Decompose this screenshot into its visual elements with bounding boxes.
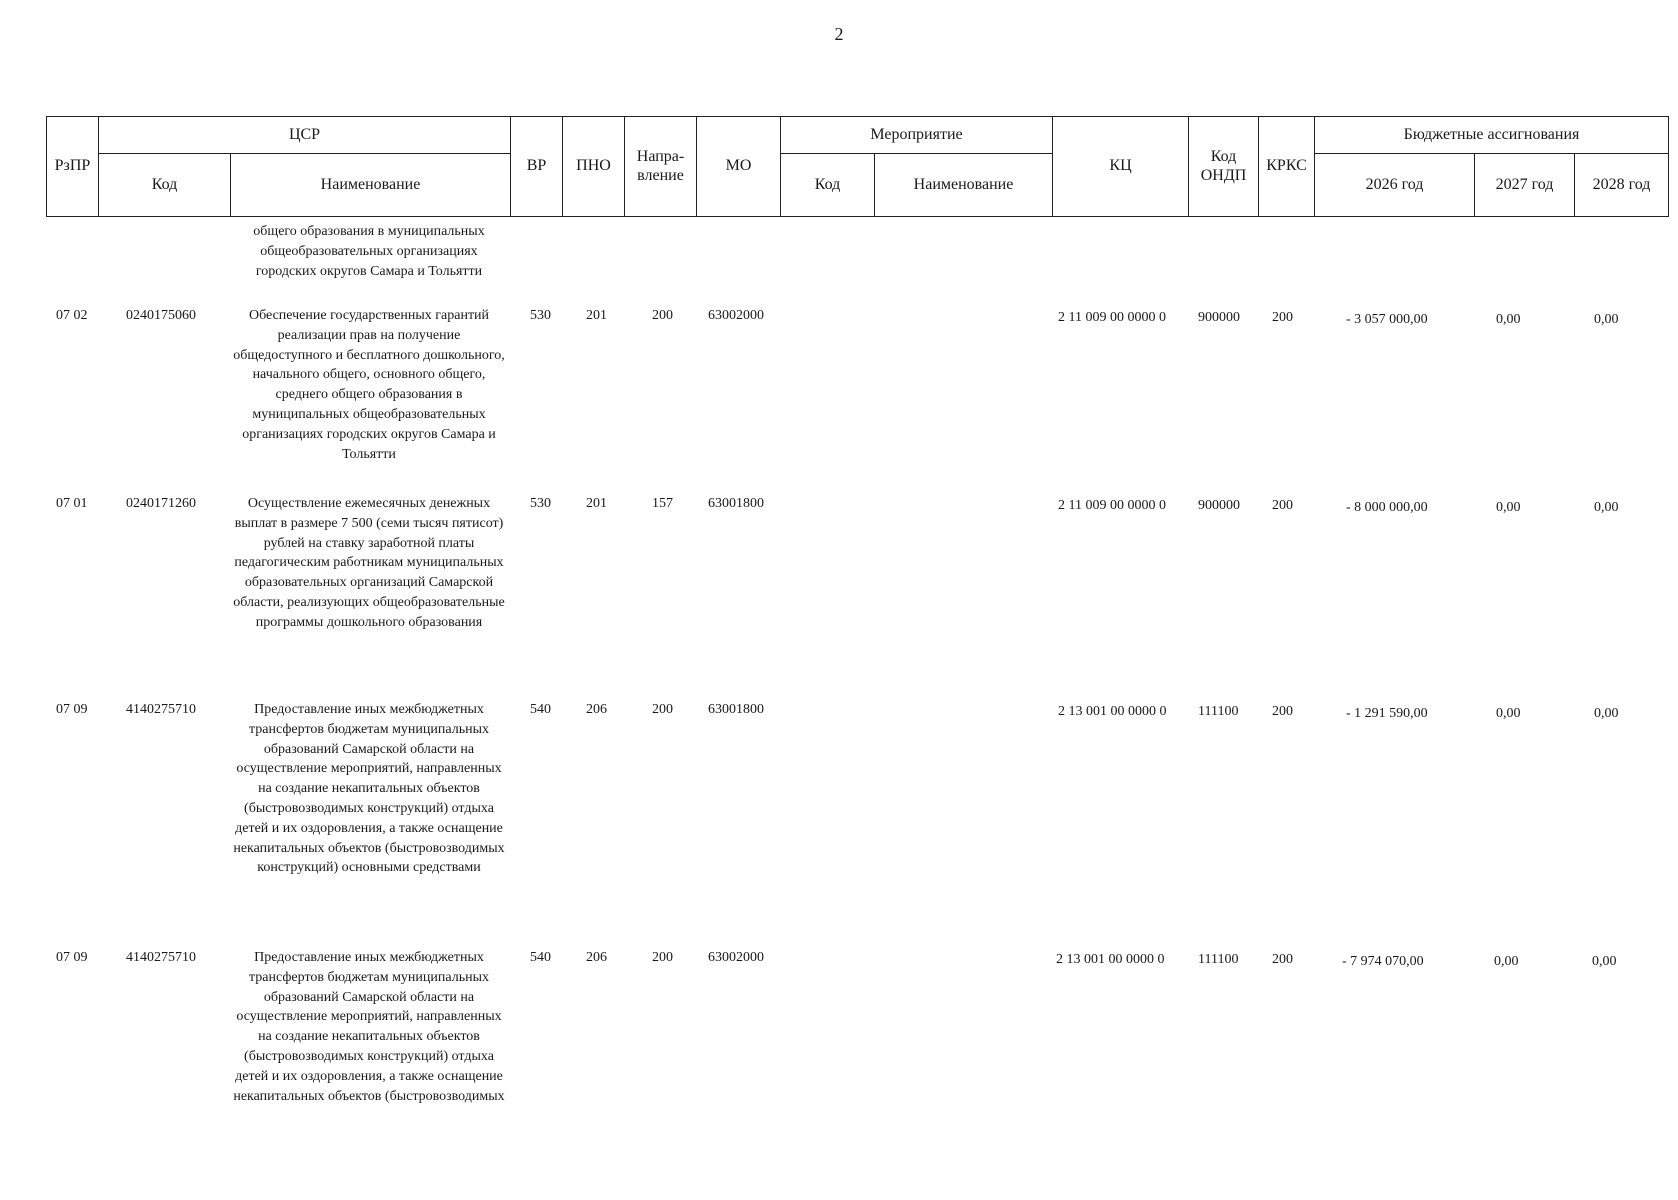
row-ondp: 111100: [1198, 952, 1239, 967]
col-direction: Напра-вление: [625, 117, 697, 217]
row-2026: - 3 057 000,00: [1346, 312, 1428, 327]
continuation-text: общего образования в муниципальных общеобразовательных организациях городских округов Самара и Тольятти: [253, 224, 485, 279]
row-ondp: 900000: [1198, 498, 1240, 513]
row-rzpr: 07 01: [56, 496, 88, 511]
row-kc: 2 11 009 00 0000 0: [1058, 498, 1166, 513]
row-pno: 201: [586, 496, 607, 511]
row-vr: 530: [530, 496, 551, 511]
row-2027: 0,00: [1496, 706, 1521, 721]
row-krks: 200: [1272, 952, 1293, 967]
row-kc: 2 13 001 00 0000 0: [1056, 952, 1165, 967]
row-kc: 2 13 001 00 0000 0: [1058, 704, 1167, 719]
row-pno: 206: [586, 950, 607, 965]
row-2026: - 8 000 000,00: [1346, 500, 1428, 515]
row-direction: 157: [652, 496, 673, 511]
row-ondp: 900000: [1198, 310, 1240, 325]
row-2027: 0,00: [1496, 500, 1521, 515]
row-csr-name: Предоставление иных межбюджетных трансфертов бюджетам муниципальных образований Самарской области на осуществление мероприятий, направленных на создание некапитальных объектов (быстровозводимых конструкций) отдыха детей и их оздоровления, а также оснащение некапитальных объектов (быстровозводимых конструкций) основными средствами: [233, 702, 505, 876]
row-vr: 530: [530, 308, 551, 323]
row-mo: 63002000: [708, 950, 764, 965]
row-2027: 0,00: [1496, 312, 1521, 327]
row-csr-name: Обеспечение государственных гарантий реализации прав на получение общедоступного и бесплатного дошкольного, начального общего, основного общего, среднего общего образования в муниципальных общеобразовательных организациях городских округов Самара и Тольятти: [233, 308, 505, 462]
row-csr-name: Предоставление иных межбюджетных трансфертов бюджетам муниципальных образований Самарской области на осуществление мероприятий, направленных на создание некапитальных объектов (быстровозводимых конструкций) отдыха детей и их оздоровления, а также оснащение некапитальных объектов (быстровозводимых: [233, 950, 505, 1104]
row-direction: 200: [652, 950, 673, 965]
col-2028: 2028 год: [1575, 154, 1669, 217]
col-ondp: Код ОНДП: [1189, 117, 1259, 217]
row-rzpr: 07 09: [56, 950, 88, 965]
row-krks: 200: [1272, 498, 1293, 513]
row-2028: 0,00: [1594, 706, 1619, 721]
col-2027: 2027 год: [1475, 154, 1575, 217]
row-pno: 201: [586, 308, 607, 323]
col-event: Мероприятие: [781, 117, 1053, 154]
col-krks: КРКС: [1259, 117, 1315, 217]
row-2026: - 1 291 590,00: [1346, 706, 1428, 721]
row-pno: 206: [586, 702, 607, 717]
row-mo: 63001800: [708, 702, 764, 717]
row-csr-code: 0240171260: [126, 496, 196, 511]
col-budget: Бюджетные ассигнования: [1315, 117, 1669, 154]
col-event-name: Наименование: [875, 154, 1053, 217]
col-csr-name: Наименование: [231, 154, 511, 217]
page-number: 2: [834, 24, 844, 44]
col-csr-code: Код: [99, 154, 231, 217]
row-vr: 540: [530, 702, 551, 717]
row-direction: 200: [652, 308, 673, 323]
row-2027: 0,00: [1494, 954, 1519, 969]
col-pno: ПНО: [563, 117, 625, 217]
col-2026: 2026 год: [1315, 154, 1475, 217]
row-vr: 540: [530, 950, 551, 965]
row-csr-code: 4140275710: [126, 702, 196, 717]
row-2028: 0,00: [1592, 954, 1617, 969]
budget-table-header: [46, 116, 1669, 217]
col-kc: КЦ: [1053, 117, 1189, 217]
col-vr: ВР: [511, 117, 563, 217]
row-2026: - 7 974 070,00: [1342, 954, 1424, 969]
row-2028: 0,00: [1594, 500, 1619, 515]
row-krks: 200: [1272, 704, 1293, 719]
row-csr-code: 0240175060: [126, 308, 196, 323]
row-kc: 2 11 009 00 0000 0: [1058, 310, 1166, 325]
row-mo: 63001800: [708, 496, 764, 511]
row-rzpr: 07 09: [56, 702, 88, 717]
col-event-code: Код: [781, 154, 875, 217]
col-csr: ЦСР: [99, 117, 511, 154]
row-ondp: 111100: [1198, 704, 1239, 719]
row-direction: 200: [652, 702, 673, 717]
row-rzpr: 07 02: [56, 308, 88, 323]
row-mo: 63002000: [708, 308, 764, 323]
row-csr-name: Осуществление ежемесячных денежных выплат в размере 7 500 (семи тысяч пятисот) рублей на ставку заработной платы педагогическим работникам муниципальных образовательных организаций Самарской области, реализующих общеобразовательные программы дошкольного образования: [233, 496, 505, 630]
col-rzpr: РзПР: [47, 117, 99, 217]
row-krks: 200: [1272, 310, 1293, 325]
row-csr-code: 4140275710: [126, 950, 196, 965]
row-2028: 0,00: [1594, 312, 1619, 327]
col-mo: МО: [697, 117, 781, 217]
